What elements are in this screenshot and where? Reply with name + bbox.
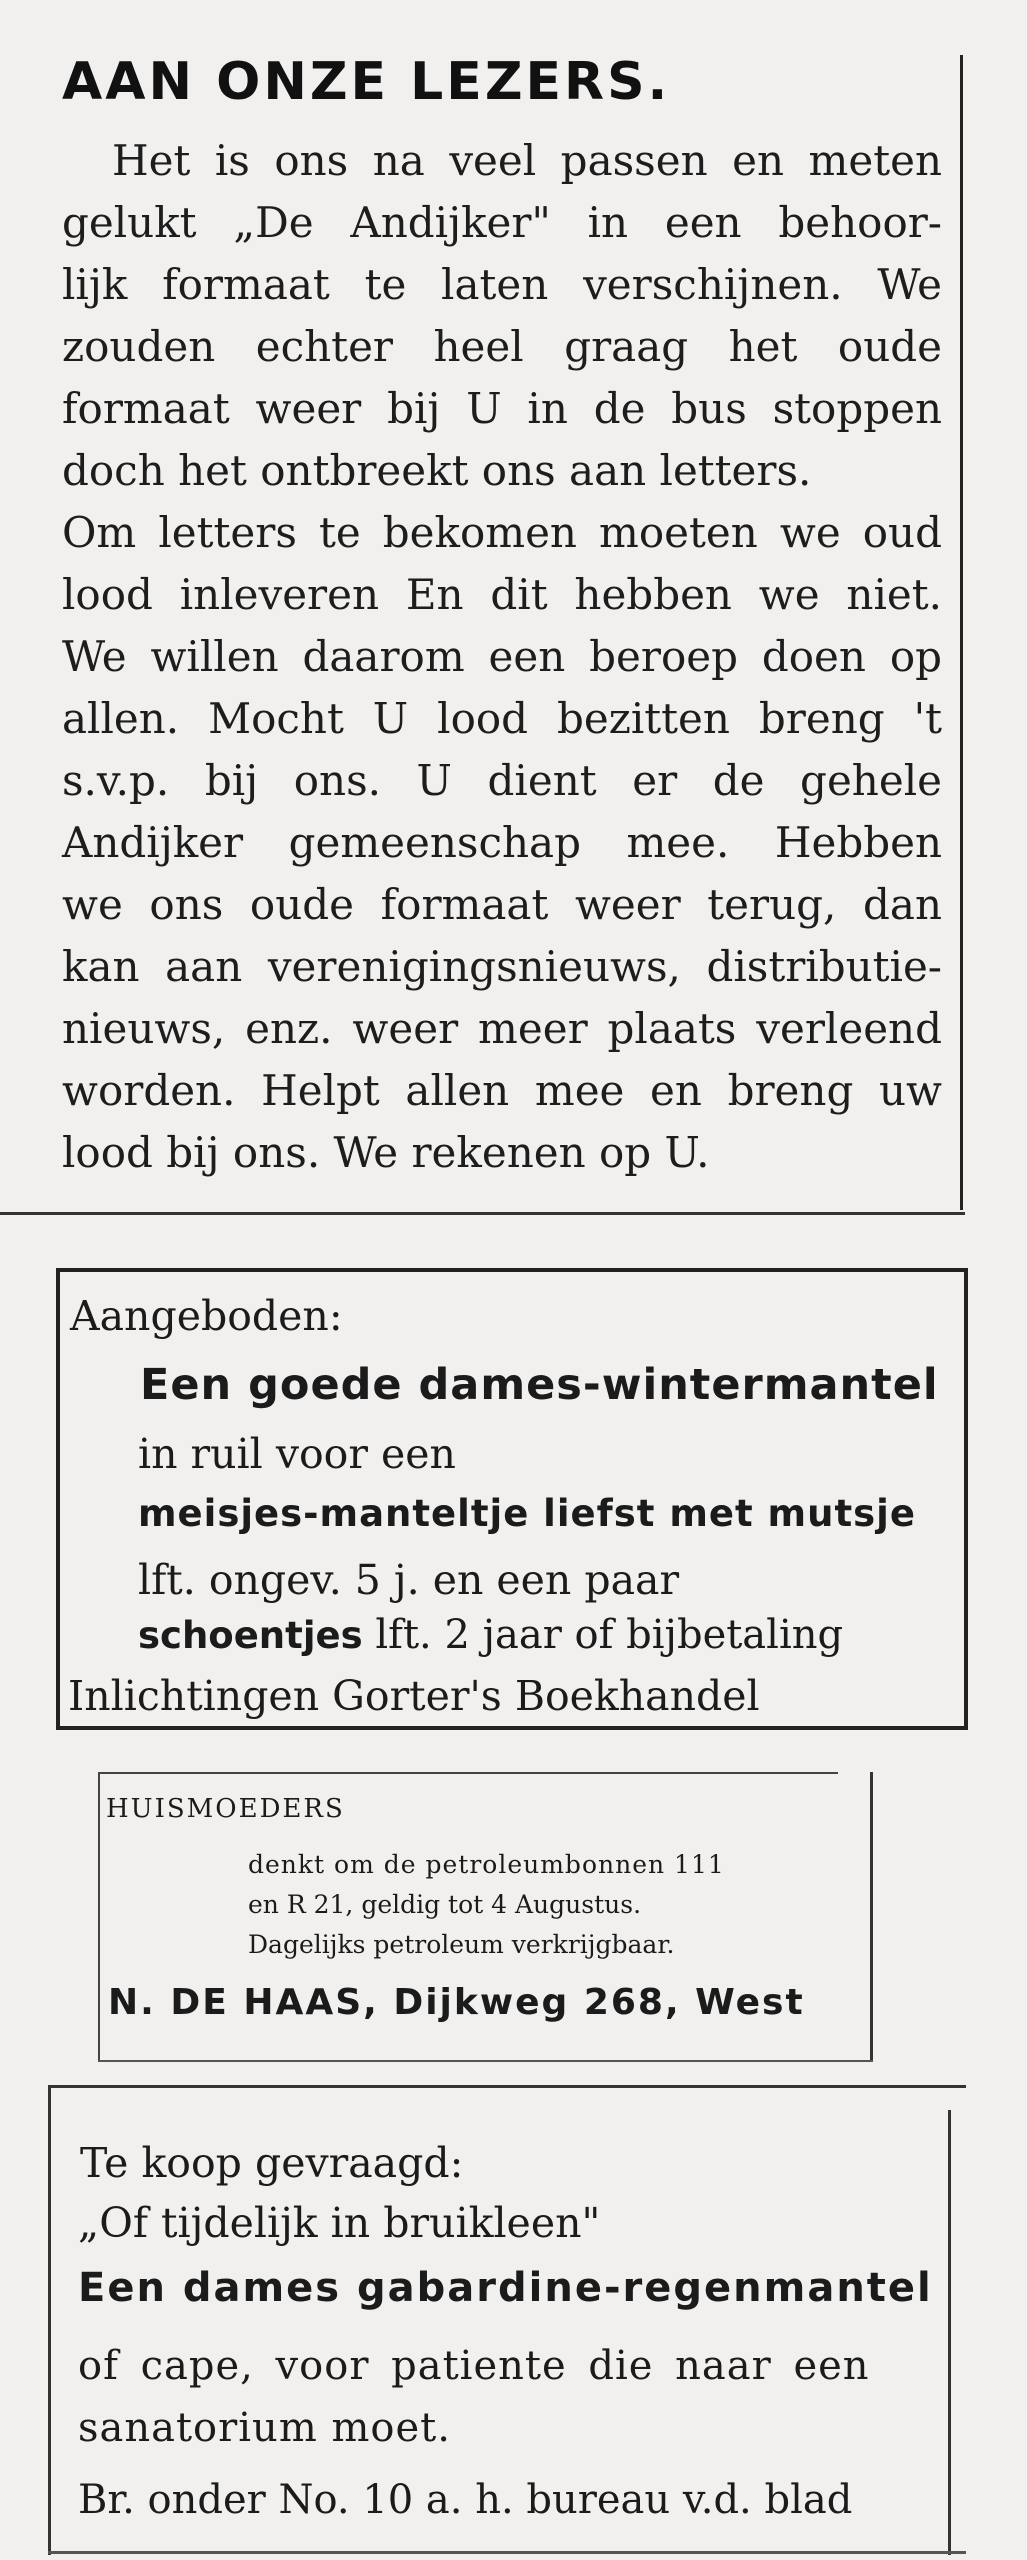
ad-text: en R 21, geldig tot 4 Augustus. (248, 1890, 642, 1919)
article-line: worden. Helpt allen mee en breng uw (62, 1066, 942, 1115)
article-line: lood inleveren En dit hebben we niet. (62, 570, 942, 619)
ad-shoes-line (138, 1612, 843, 1658)
article-line: gelukt „De Andijker" in een behoor- (62, 198, 942, 247)
box-rule (48, 2551, 966, 2554)
ad-shoes: schoentjes (138, 1614, 363, 1657)
article-line: Andijker gemeenschap mee. Hebben (62, 818, 942, 867)
article-line: Het is ons na veel passen en meten (112, 136, 942, 185)
article-line: Om letters te bekomen moeten we oud (62, 508, 942, 557)
ad-item: Een dames gabardine-regenmantel (78, 2265, 933, 2311)
ad-advertiser: N. DE HAAS, Dijkweg 268, West (108, 1982, 805, 2023)
article-line: We willen daarom een beroep doen op (62, 632, 942, 681)
article-line: lood bij ons. We rekenen op U. (62, 1128, 710, 1177)
article-line: nieuws, enz. weer meer plaats verleend (62, 1004, 942, 1053)
ad-contact: Br. onder No. 10 a. h. bureau v.d. blad (78, 2477, 853, 2523)
advertisement-aangeboden (56, 1268, 968, 1730)
box-rule (98, 2060, 873, 2062)
box-rule (870, 1772, 873, 2062)
article-line: formaat weer bij U in de bus stoppen (62, 384, 942, 433)
box-rule (48, 2085, 966, 2088)
box-rule (98, 1772, 100, 2062)
ad-text: denkt om de petroleumbonnen 111 (248, 1850, 725, 1879)
ad-item: Een goede dames-wintermantel (140, 1360, 939, 1410)
ad-text: Dagelijks petroleum verkrijgbaar. (248, 1930, 675, 1959)
box-rule (948, 2110, 951, 2555)
ad-text: lft. ongev. 5 j. en een paar (138, 1556, 680, 1604)
ad-text: of cape, voor patiente die naar een (78, 2343, 870, 2389)
article-line: lijk formaat te laten verschijnen. We (62, 260, 942, 309)
ad-heading: Aangeboden: (70, 1292, 343, 1340)
article-line: kan aan verenigingsnieuws, distributie- (62, 942, 942, 991)
ad-info: Inlichtingen Gorter's Boekhandel (68, 1672, 760, 1720)
ad-shoes-rest: lft. 2 jaar of bijbetaling (362, 1612, 844, 1658)
article-line: doch het ontbreekt ons aan letters. (62, 446, 812, 495)
box-rule (98, 1772, 838, 1774)
advertisement-te-koop-gevraagd (48, 2085, 966, 2555)
article-line: s.v.p. bij ons. U dient er de gehele (62, 756, 942, 805)
ad-subheading: „Of tijdelijk in bruikleen" (78, 2199, 601, 2247)
ad-heading: HUISMOEDERS (106, 1794, 345, 1824)
box-rule (48, 2085, 51, 2555)
article-body (62, 130, 942, 1184)
article-line: zouden echter heel graag het oude (62, 322, 942, 371)
ad-wanted: meisjes-manteltje liefst met mutsje (138, 1492, 916, 1535)
article-divider (0, 1212, 965, 1215)
article-lezers (0, 0, 1027, 1220)
advertisement-huismoeders (98, 1772, 878, 2064)
article-line: we ons oude formaat weer terug, dan (62, 880, 942, 929)
article-line: allen. Mocht U lood bezitten breng 't (62, 694, 942, 743)
article-title: AAN ONZE LEZERS. (62, 52, 671, 112)
ad-heading: Te koop gevraagd: (80, 2139, 464, 2187)
ad-text: sanatorium moet. (78, 2405, 451, 2451)
ad-text: in ruil voor een (138, 1430, 456, 1478)
column-rule (960, 55, 963, 1210)
